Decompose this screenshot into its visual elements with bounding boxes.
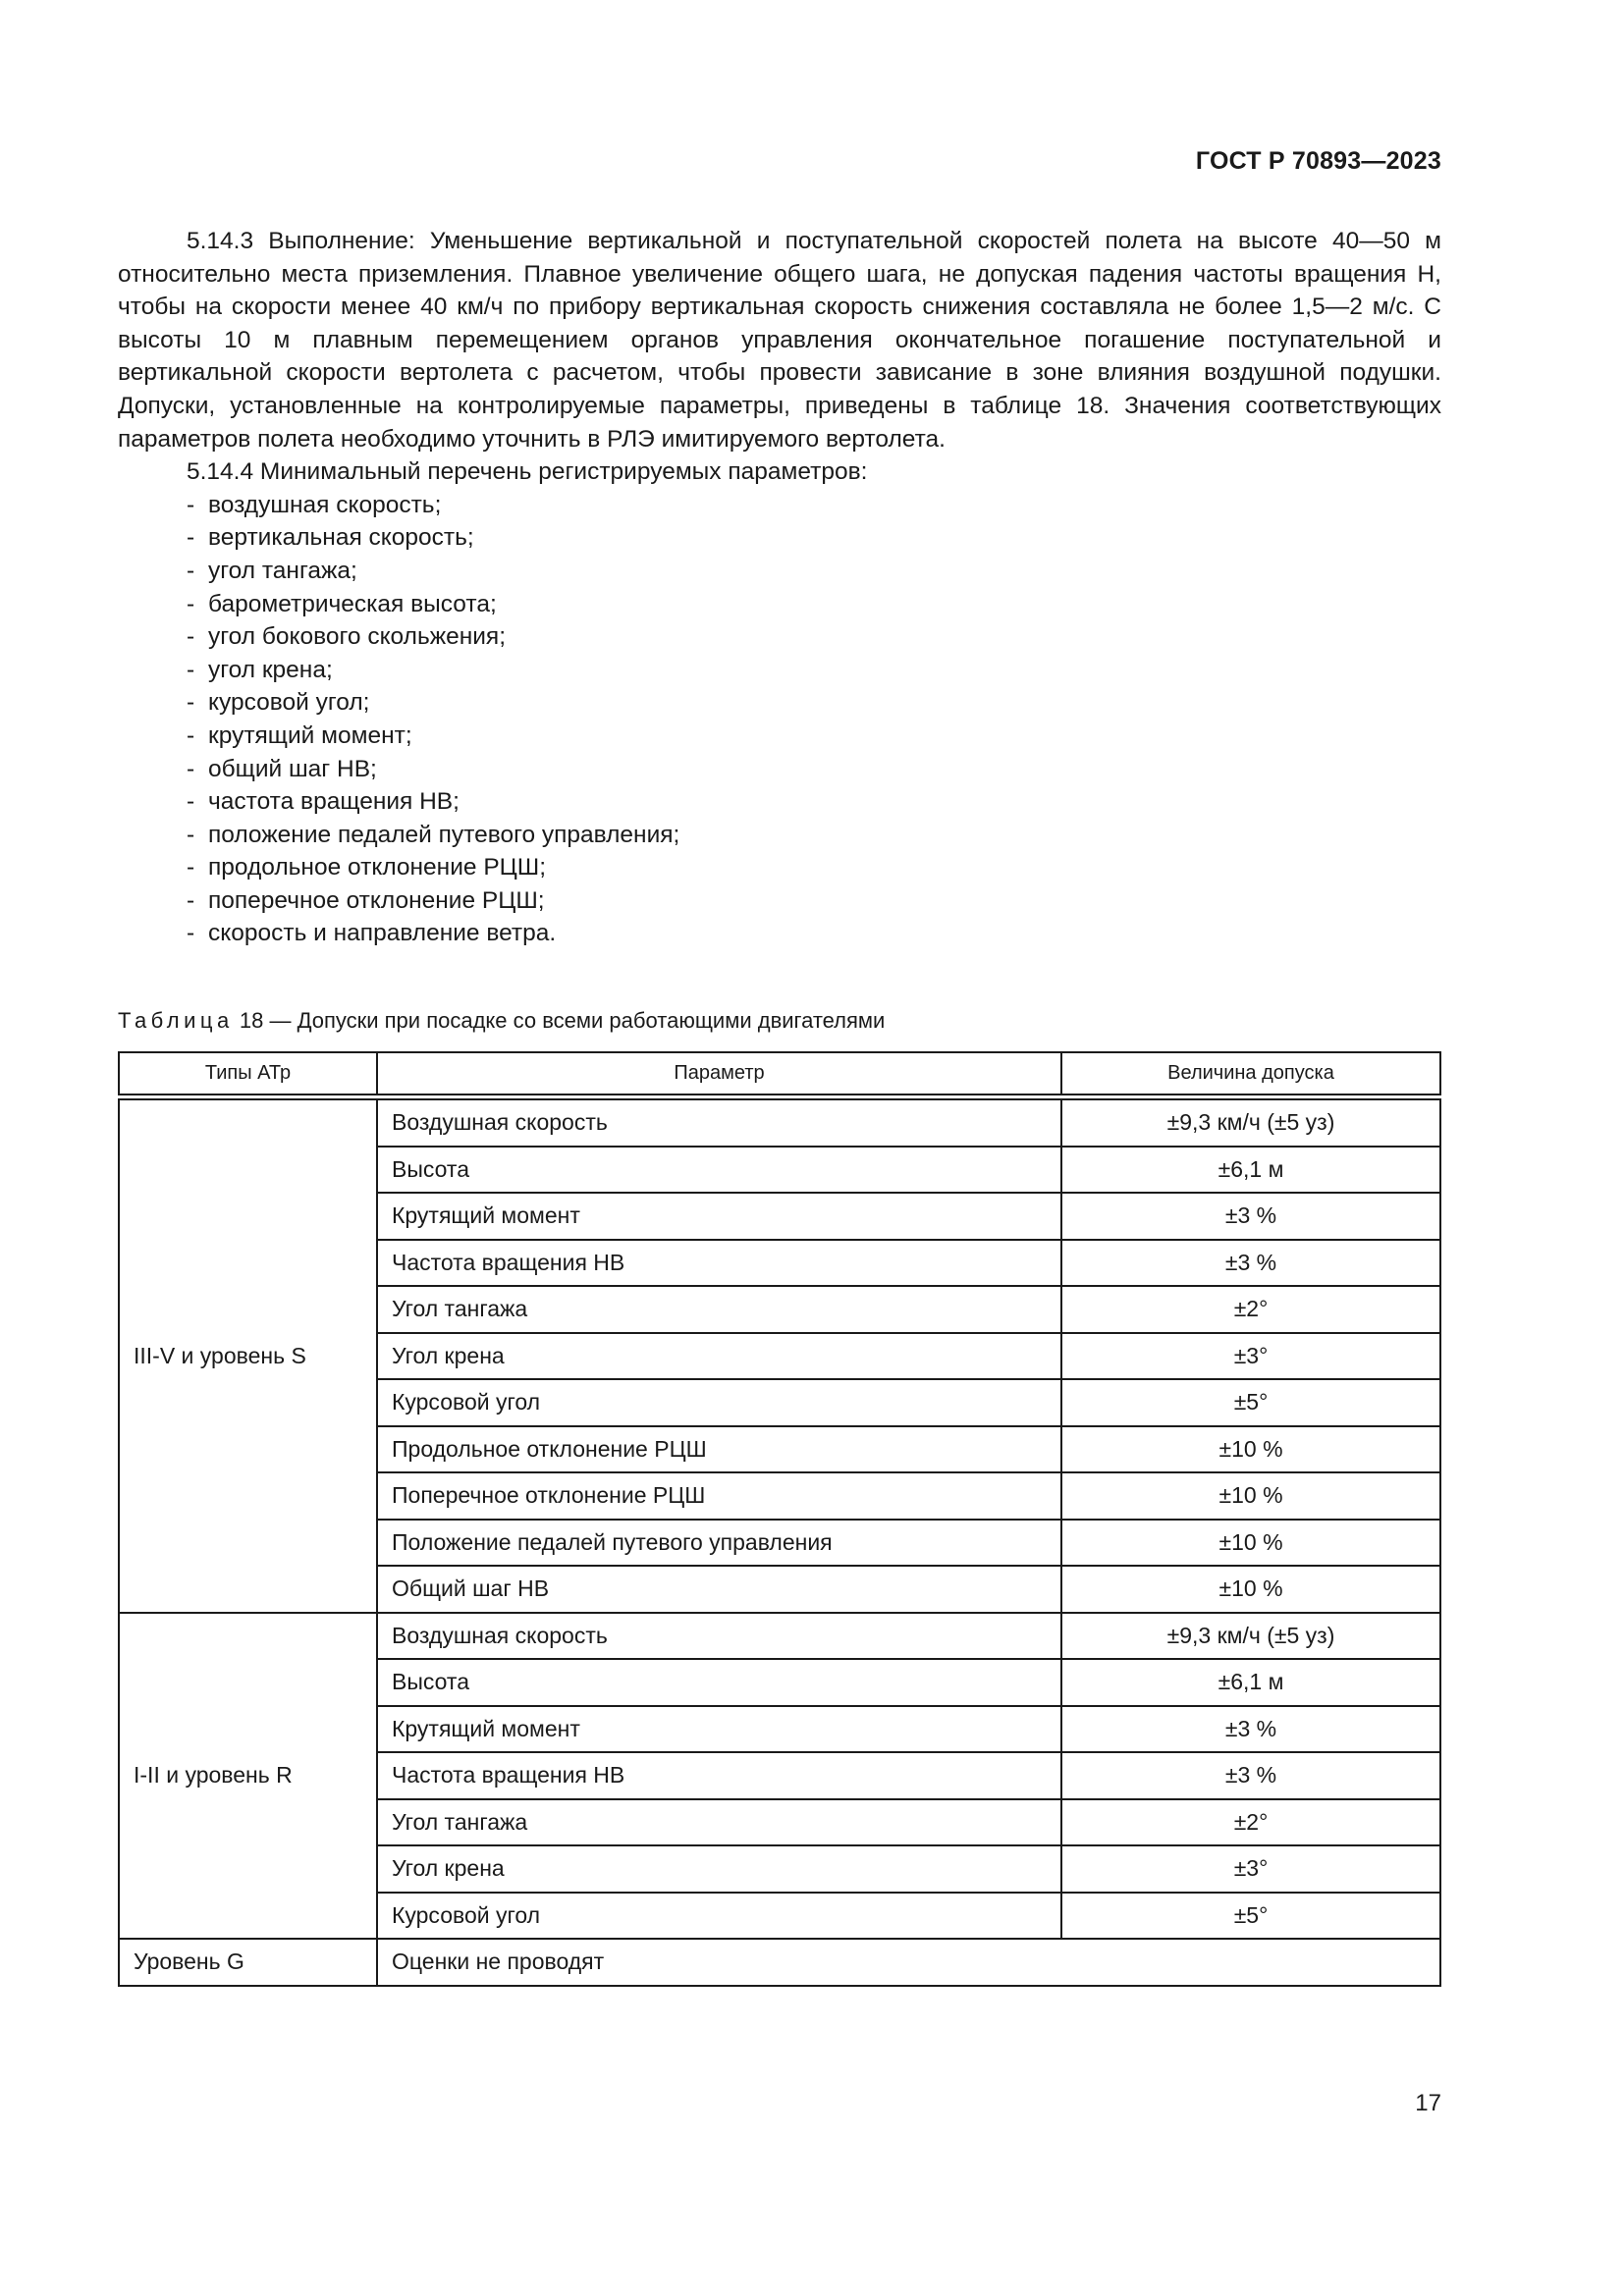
list-item — [187, 884, 1441, 918]
section-5-14-3: 5.14.3 Выполнение: Уменьшение вертикальной и поступательной скоростей полета на высоте 40—50 м относительно места приземления. Плавное увеличение общего шага, не допуская падения частоты вращения Н, чтобы на скорости менее 40 км/ч по прибору вертикальная скорость снижения составляла не более 1,5—2 м/с. С высоты 10 м плавным перемещением органов управления окончательное погашение поступательной и вертикальной скорости вертолета с расчетом, чтобы провести зависание в зоне влияния воздушной подушки. Допуски, установленные на контролируемые параметры, приведены в таблице 18. Значения соответствующих параметров полета необходимо уточнить в РЛЭ имитируемого вертолета. — [118, 228, 1441, 453]
document-code: ГОСТ Р 70893—2023 — [1195, 147, 1441, 175]
tolerance-cell: ±6,1 м — [1061, 1147, 1440, 1194]
list-item — [187, 555, 1441, 588]
list-item — [187, 620, 1441, 654]
list-item — [187, 489, 1441, 522]
parameter-cell: Общий шаг НВ — [377, 1566, 1061, 1613]
registered-parameters-list — [118, 489, 1441, 950]
table-header-row — [119, 1052, 1440, 1097]
parameter-cell: Угол крена — [377, 1333, 1061, 1380]
tolerance-cell: ±3 % — [1061, 1752, 1440, 1799]
dash-bullet: - — [187, 886, 195, 914]
list-item-text: угол бокового скольжения; — [208, 623, 507, 651]
parameter-cell: Крутящий момент — [377, 1706, 1061, 1753]
dash-bullet: - — [187, 821, 195, 848]
dash-bullet: - — [187, 590, 195, 617]
tolerance-cell: ±2° — [1061, 1799, 1440, 1846]
list-item — [187, 588, 1441, 621]
list-item — [187, 720, 1441, 753]
list-item — [187, 654, 1441, 687]
list-item-text: воздушная скорость; — [208, 491, 442, 518]
column-header-tolerance: Величина допуска — [1061, 1052, 1440, 1097]
tolerance-cell: ±10 % — [1061, 1426, 1440, 1473]
table-row — [119, 1097, 1440, 1147]
parameter-cell: Положение педалей путевого управления — [377, 1520, 1061, 1567]
list-item-text: общий шаг НВ; — [208, 755, 377, 782]
device-type-cell: III-V и уровень S — [119, 1097, 377, 1613]
list-item — [187, 819, 1441, 852]
tolerance-cell: ±10 % — [1061, 1566, 1440, 1613]
list-item — [187, 521, 1441, 555]
list-item-text: вертикальная скорость; — [208, 524, 474, 552]
note-cell: Оценки не проводят — [377, 1939, 1440, 1986]
parameter-cell: Частота вращения НВ — [377, 1240, 1061, 1287]
dash-bullet: - — [187, 623, 195, 651]
tolerance-cell: ±10 % — [1061, 1520, 1440, 1567]
tolerance-cell: ±3 % — [1061, 1240, 1440, 1287]
parameter-cell: Поперечное отклонение РЦШ — [377, 1472, 1061, 1520]
parameter-cell: Угол тангажа — [377, 1286, 1061, 1333]
list-item-text: крутящий момент; — [208, 721, 412, 749]
parameter-cell: Продольное отклонение РЦШ — [377, 1426, 1061, 1473]
list-item — [187, 917, 1441, 950]
tolerances-table — [118, 1051, 1441, 1987]
list-item-text: угол крена; — [208, 656, 333, 683]
tolerance-cell: ±6,1 м — [1061, 1659, 1440, 1706]
section-5-14-4-intro: 5.14.4 Минимальный перечень регистрируемых параметров: — [187, 458, 868, 486]
device-type-cell: Уровень G — [119, 1939, 377, 1986]
table-caption-label: Таблица — [118, 1008, 234, 1033]
table-caption-title: 18 — Допуски при посадке со всеми работающими двигателями — [233, 1008, 886, 1033]
tolerance-cell: ±5° — [1061, 1893, 1440, 1940]
list-item-text: частота вращения НВ; — [208, 788, 460, 816]
tolerance-cell: ±3° — [1061, 1845, 1440, 1893]
table-caption — [118, 1008, 885, 1034]
parameter-cell: Высота — [377, 1147, 1061, 1194]
parameter-cell: Воздушная скорость — [377, 1613, 1061, 1660]
dash-bullet: - — [187, 557, 195, 584]
parameter-cell: Курсовой угол — [377, 1893, 1061, 1940]
list-item-text: положение педалей путевого управления; — [208, 821, 680, 848]
dash-bullet: - — [187, 920, 195, 947]
parameter-cell: Угол крена — [377, 1845, 1061, 1893]
dash-bullet: - — [187, 524, 195, 552]
tolerance-cell: ±9,3 км/ч (±5 уз) — [1061, 1613, 1440, 1660]
column-header-types: Типы АТр — [119, 1052, 377, 1097]
column-header-parameter: Параметр — [377, 1052, 1061, 1097]
tolerance-cell: ±3 % — [1061, 1193, 1440, 1240]
list-item — [187, 686, 1441, 720]
parameter-cell: Высота — [377, 1659, 1061, 1706]
list-item — [187, 851, 1441, 884]
parameter-cell: Частота вращения НВ — [377, 1752, 1061, 1799]
table-row — [119, 1613, 1440, 1660]
tolerance-cell: ±9,3 км/ч (±5 уз) — [1061, 1097, 1440, 1147]
tolerance-cell: ±3° — [1061, 1333, 1440, 1380]
parameter-cell: Курсовой угол — [377, 1379, 1061, 1426]
tolerance-cell: ±3 % — [1061, 1706, 1440, 1753]
dash-bullet: - — [187, 788, 195, 816]
tolerance-cell: ±5° — [1061, 1379, 1440, 1426]
list-item — [187, 753, 1441, 786]
table-row — [119, 1939, 1440, 1986]
tolerance-cell: ±10 % — [1061, 1472, 1440, 1520]
page-number: 17 — [1415, 2090, 1441, 2116]
list-item-text: курсовой угол; — [208, 689, 370, 717]
device-type-cell: I-II и уровень R — [119, 1613, 377, 1940]
dash-bullet: - — [187, 689, 195, 717]
dash-bullet: - — [187, 491, 195, 518]
dash-bullet: - — [187, 854, 195, 881]
list-item — [187, 785, 1441, 819]
list-item-text: угол тангажа; — [208, 557, 357, 584]
dash-bullet: - — [187, 721, 195, 749]
list-item-text: продольное отклонение РЦШ; — [208, 854, 547, 881]
dash-bullet: - — [187, 656, 195, 683]
parameter-cell: Воздушная скорость — [377, 1097, 1061, 1147]
document-body — [118, 225, 1441, 950]
list-item-text: барометрическая высота; — [208, 590, 497, 617]
list-item-text: поперечное отклонение РЦШ; — [208, 886, 545, 914]
tolerance-cell: ±2° — [1061, 1286, 1440, 1333]
dash-bullet: - — [187, 755, 195, 782]
parameter-cell: Угол тангажа — [377, 1799, 1061, 1846]
parameter-cell: Крутящий момент — [377, 1193, 1061, 1240]
list-item-text: скорость и направление ветра. — [208, 920, 557, 947]
